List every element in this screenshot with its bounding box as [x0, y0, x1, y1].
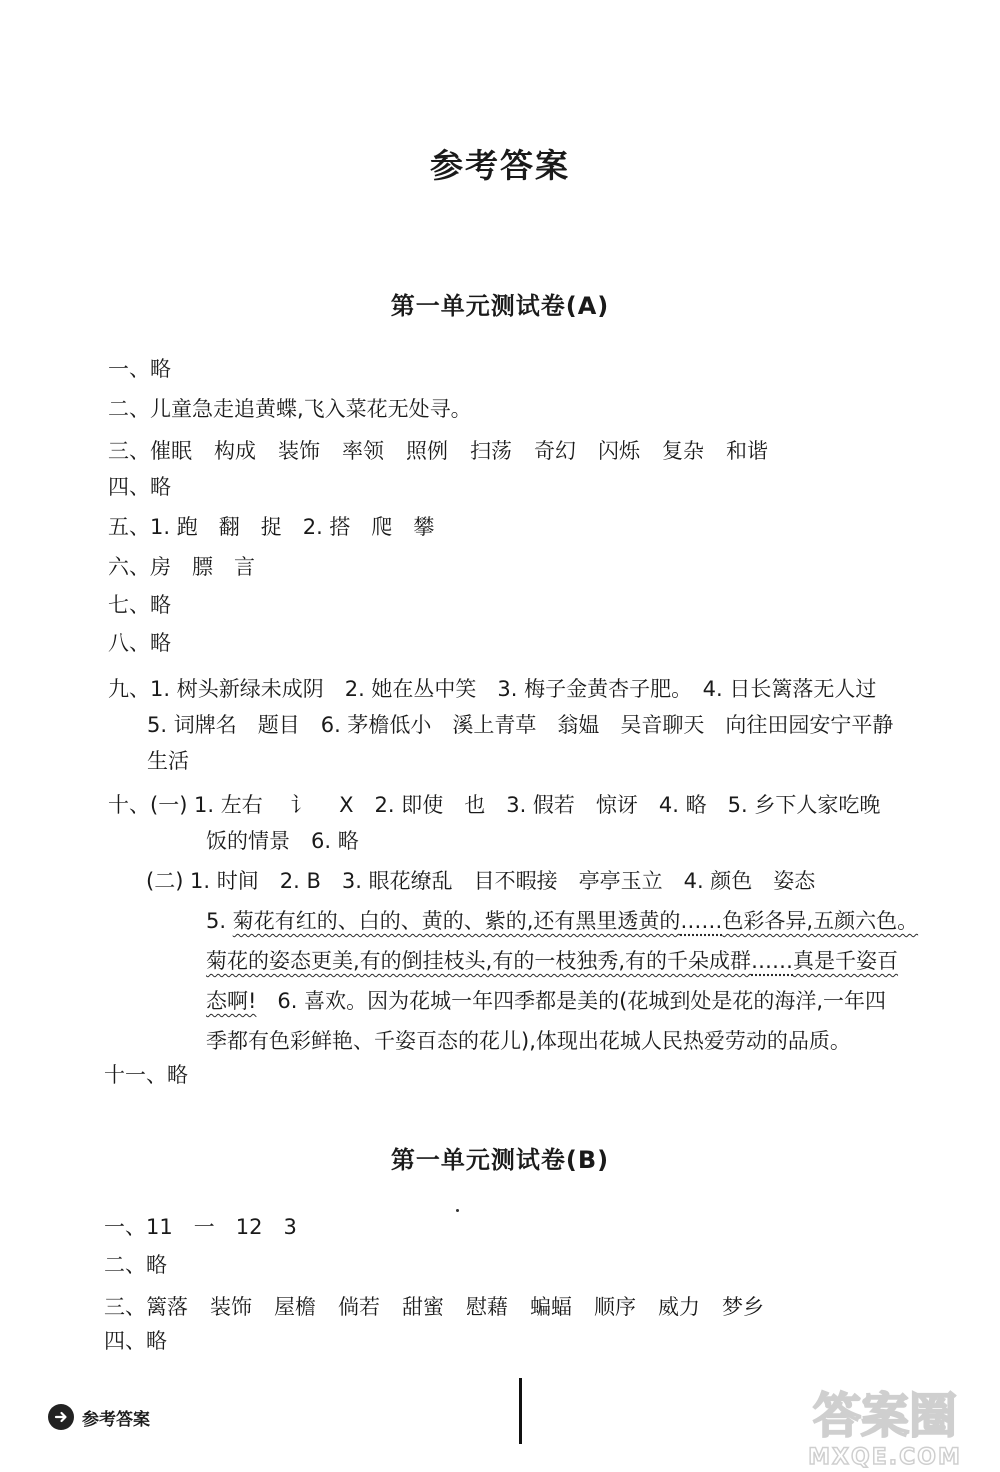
answer-a-10-line3: (二) 1. 时间 2. B 3. 眼花缭乱 目不暇接 亭亭玉立 4. 颜色 姿态: [146, 869, 816, 893]
answer-word: 蝙蝠: [530, 1295, 572, 1319]
answer-text: 6. 喜欢。因为花城一年四季都是美的(花城到处是花的海洋,一年四: [256, 989, 886, 1013]
footer-label: 参考答案: [82, 1409, 150, 1430]
answer-word: 篱落: [146, 1295, 188, 1319]
ellipsis: ……: [680, 909, 723, 933]
footer: [48, 1404, 150, 1430]
answer-a-10-line4: [206, 906, 918, 936]
answer-a-9-line1: 九、1. 树头新绿未成阴 2. 她在丛中笑 3. 梅子金黄杏子肥。 4. 日长篱落无人过: [108, 677, 877, 701]
answer-word: 威力: [658, 1295, 700, 1319]
answer-a-1: 一、略: [108, 357, 171, 381]
answer-a-7: 七、略: [108, 593, 171, 617]
answer-word: 和谐: [726, 439, 768, 463]
answer-a-3: [108, 436, 768, 466]
watermark-logo: [780, 1380, 990, 1470]
wavy-underlined-text: 色彩各异,五颜六色。: [722, 909, 919, 933]
answer-word: 复杂: [662, 439, 704, 463]
answer-a-10-line7: 季都有色彩鲜艳、千姿百态的花儿),体现出花城人民热爱劳动的品质。: [206, 1029, 851, 1053]
scan-mark: [519, 1378, 522, 1444]
answer-word: 奇幻: [534, 439, 576, 463]
answer-b-3: [104, 1292, 764, 1322]
answer-a-9-line3: 生活: [147, 749, 189, 773]
answer-a-3-words: [150, 439, 768, 463]
wavy-underlined-text: 态啊!: [206, 989, 257, 1013]
section-b-heading: 第一单元测试卷(B): [390, 1146, 610, 1174]
answer-word: 甜蜜: [402, 1295, 444, 1319]
answer-a-10-line1: 十、(一) 1. 左右 讠 X 2. 即使 也 3. 假若 惊讶 4. 略 5. 乡下人家吃晚: [108, 793, 881, 817]
answer-b-4: 四、略: [104, 1329, 167, 1353]
answer-word: 率领: [342, 439, 384, 463]
wavy-underlined-text: 菊花有红的、白的、黄的、紫的,还有黑里透黄的: [232, 909, 681, 933]
answer-a-8: 八、略: [108, 631, 171, 655]
wavy-underlined-text: 菊花的姿态更美,有的倒挂枝头,有的一枝独秀,有的千朵成群: [206, 949, 752, 973]
answer-b-1: 一、11 一 12 3: [104, 1215, 297, 1239]
answer-word: 装饰: [210, 1295, 252, 1319]
answer-word: 装饰: [278, 439, 320, 463]
answer-a-3-prefix: 三、: [108, 439, 150, 463]
answer-a-2: 二、儿童急走追黄蝶,飞入菜花无处寻。: [108, 397, 472, 421]
section-a-heading: 第一单元测试卷(A): [390, 292, 610, 320]
answer-b-3-words: [146, 1295, 764, 1319]
answer-word: 扫荡: [470, 439, 512, 463]
answer-b-3-prefix: 三、: [104, 1295, 146, 1319]
answer-a-10-line6: [206, 986, 886, 1016]
watermark-logo-url: MXQE.COM: [808, 1445, 962, 1470]
ellipsis: ……: [751, 949, 794, 973]
answer-word: 慰藉: [466, 1295, 508, 1319]
page-title: 参考答案: [430, 146, 570, 185]
answer-word: 梦乡: [722, 1295, 764, 1319]
answer-word: 屋檐: [274, 1295, 316, 1319]
item-number: 5.: [206, 909, 233, 933]
answer-b-2: 二、略: [104, 1253, 167, 1277]
arrow-right-icon: [48, 1404, 74, 1430]
answer-word: 顺序: [594, 1295, 636, 1319]
answer-a-4: 四、略: [108, 475, 171, 499]
wavy-underlined-text: 真是千姿百: [793, 949, 899, 973]
stray-dot: [456, 1209, 459, 1212]
answer-word: 倘若: [338, 1295, 380, 1319]
answer-word: 构成: [214, 439, 256, 463]
answer-word: 催眠: [150, 439, 192, 463]
answer-a-10-line2: 饭的情景 6. 略: [206, 829, 359, 853]
answer-a-6: 六、房 膘 言: [108, 555, 255, 579]
answer-a-10-line5: [206, 946, 898, 976]
answer-word: 闪烁: [598, 439, 640, 463]
answer-a-11: 十一、略: [104, 1063, 188, 1087]
answer-a-9-line2: 5. 词牌名 题目 6. 茅檐低小 溪上青草 翁媪 吴音聊天 向往田园安宁平静: [147, 713, 894, 737]
watermark-logo-text: 答案圈: [812, 1388, 958, 1444]
answer-a-5: 五、1. 跑 翻 捉 2. 搭 爬 攀: [108, 515, 435, 539]
answer-word: 照例: [406, 439, 448, 463]
